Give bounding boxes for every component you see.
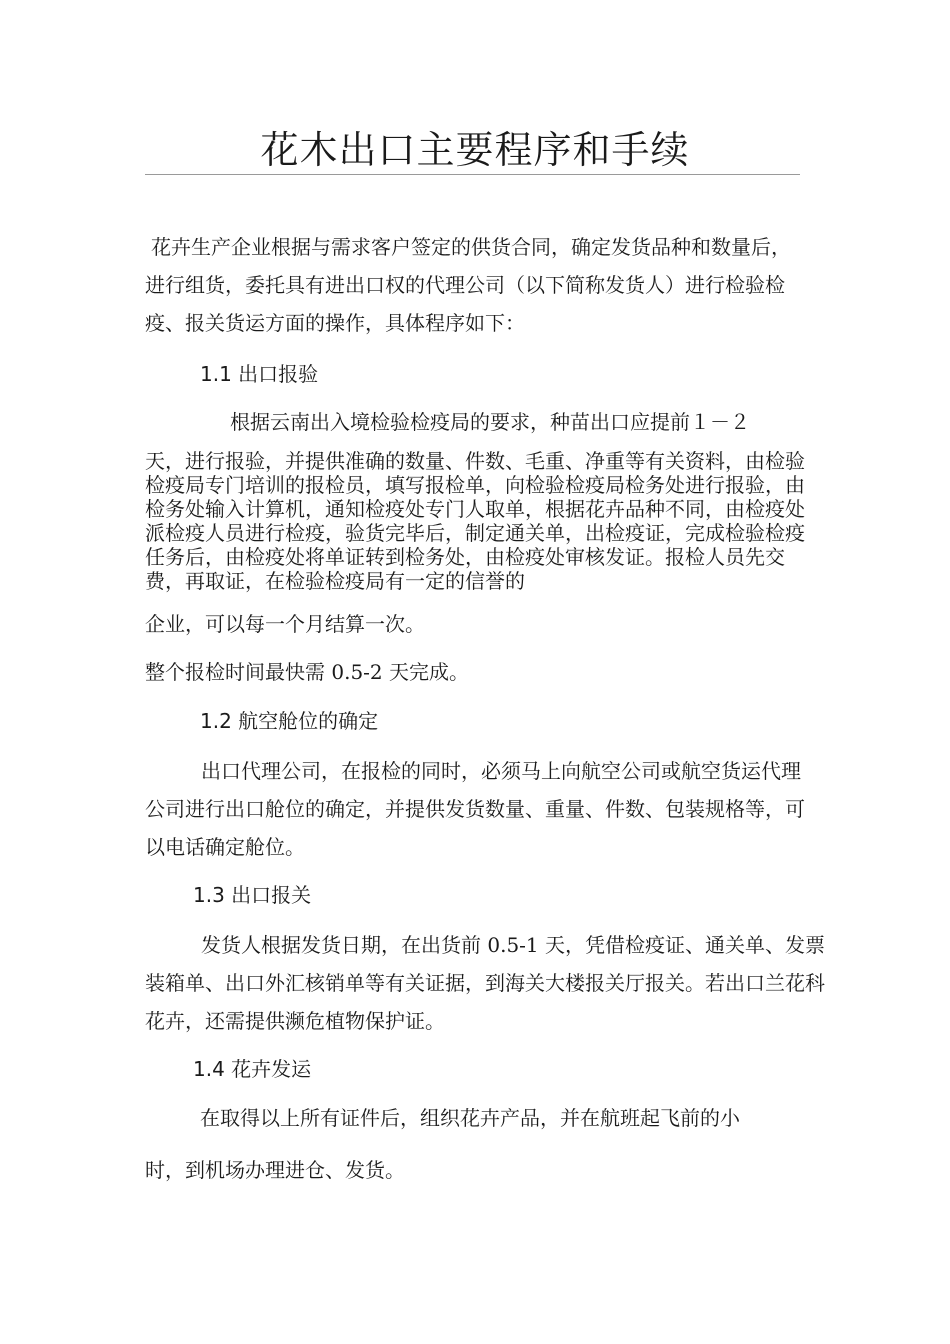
section-number: 1.3 xyxy=(193,883,225,907)
intro-paragraph: 花卉生产企业根据与需求客户签定的供货合同，确定发货品种和数量后，进行组货，委托具有进出口权的代理公司（以下简称发货人）进行检验检疫、报关货运方面的操作，具体程序如下： xyxy=(145,235,791,335)
section-heading-1-3 xyxy=(193,882,311,908)
section-1-1-time-note: 整个报检时间最快需 0.5-2 天完成。 xyxy=(145,660,470,684)
section-1-4-paragraph-line1: 在取得以上所有证件后，组织花卉产品，并在航班起飞前的小 xyxy=(200,1106,740,1130)
section-1-1-paragraph-line1: 根据云南出入境检验检疫局的要求，种苗出口应提前１－２ xyxy=(230,410,750,434)
section-title: 出口报验 xyxy=(238,362,319,386)
section-1-4-paragraph-line2: 时，到机场办理进仓、发货。 xyxy=(145,1158,405,1182)
document-title: 花木出口主要程序和手续 xyxy=(260,128,690,172)
section-title: 花卉发运 xyxy=(231,1057,312,1081)
section-1-1-paragraph-body: 天，进行报验，并提供准确的数量、件数、毛重、净重等有关资料，由检验检疫局专门培训的报检员，填写报检单，向检验检疫局检务处进行报验，由检务处输入计算机，通知检疫处专门人取单，根据花卉品种不同，由检疫处派检疫人员进行检疫，验货完毕后，制定通关单，出检疫证，完成检验检疫任务后，由检疫处将单证转到检务处，由检疫处审核发证。报检人员先交费，再取证，在检验检疫局有一定的信誉的 xyxy=(145,449,805,593)
section-title: 出口报关 xyxy=(231,883,312,907)
section-number: 1.1 xyxy=(200,362,232,386)
section-number: 1.2 xyxy=(200,709,232,733)
section-number: 1.4 xyxy=(193,1057,225,1081)
section-heading-1-2 xyxy=(200,708,378,734)
section-heading-1-1 xyxy=(200,361,318,387)
section-heading-1-4 xyxy=(193,1056,311,1082)
section-1-1-paragraph-tail: 企业，可以每一个月结算一次。 xyxy=(145,612,425,636)
title-divider xyxy=(145,174,800,175)
section-title: 航空舱位的确定 xyxy=(238,709,379,733)
section-1-3-paragraph: 发货人根据发货日期，在出货前 0.5-1 天，凭借检疫证、通关单、发票装箱单、出口外汇核销单等有关证据，到海关大楼报关厅报关。若出口兰花科花卉，还需提供濒危植物保护证。 xyxy=(145,933,826,1033)
section-1-2-paragraph: 出口代理公司，在报检的同时，必须马上向航空公司或航空货运代理公司进行出口舱位的确定，并提供发货数量、重量、件数、包装规格等，可以电话确定舱位。 xyxy=(145,759,805,859)
